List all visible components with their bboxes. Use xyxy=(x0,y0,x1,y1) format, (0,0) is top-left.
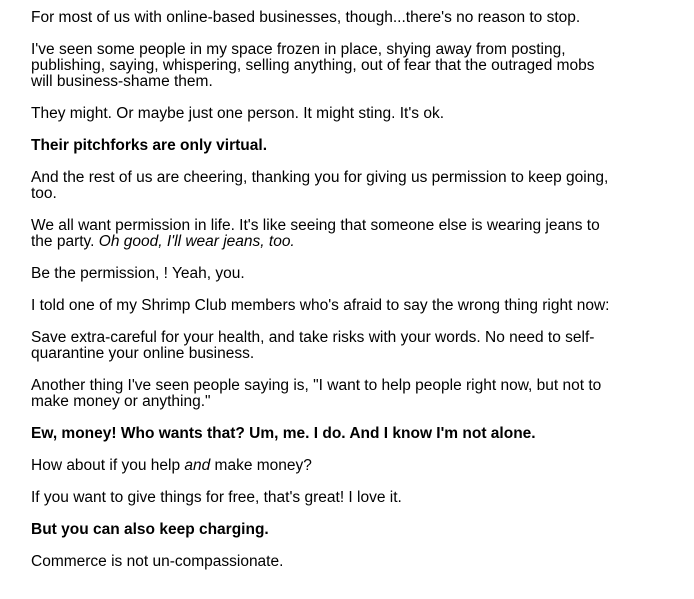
paragraph-cheering: And the rest of us are cheering, thanking you for giving us permission to keep going, too. xyxy=(31,169,609,202)
paragraph-pitchforks: Their pitchforks are only virtual. xyxy=(31,137,268,154)
paragraph-keep-charging: But you can also keep charging. xyxy=(31,521,269,538)
paragraph-commerce: Commerce is not un-compassionate. xyxy=(31,553,284,570)
paragraph-frozen-in-place: I've seen some people in my space frozen in place, shying away from posting, publishing, saying, whispering, selling anything, out of fear that the outraged mobs will business-shame them. xyxy=(31,41,595,90)
paragraph-help-after: make money? xyxy=(210,457,312,474)
paragraph-shrimp-club: I told one of my Shrimp Club members who's afraid to say the wrong thing right now: xyxy=(31,297,610,314)
paragraph-no-reason-to-stop: For most of us with online-based businesses, though...there's no reason to stop. xyxy=(31,9,581,26)
paragraph-extra-careful: Save extra-careful for your health, and take risks with your words. No need to self-quarantine your online business. xyxy=(31,329,595,362)
paragraph-help-italic: and xyxy=(184,457,211,474)
paragraph-give-free: If you want to give things for free, that's great! I love it. xyxy=(31,489,402,506)
paragraph-help-before: How about if you help xyxy=(31,457,185,474)
paragraph-ew-money: Ew, money! Who wants that? Um, me. I do. And I know I'm not alone. xyxy=(31,425,536,442)
paragraph-permission-jeans xyxy=(31,218,611,250)
paragraph-permission-italic: Oh good, I'll wear jeans, too. xyxy=(98,233,295,250)
paragraph-help-people: Another thing I've seen people saying is, "I want to help people right now, but not to make money or anything." xyxy=(31,377,602,410)
email-body xyxy=(31,10,611,586)
paragraph-might-sting: They might. Or maybe just one person. It might sting. It's ok. xyxy=(31,105,445,122)
paragraph-permission-text: We all want permission in life. It's like seeing that someone else is wearing jeans to the party. xyxy=(31,217,600,250)
paragraph-help-and-make-money xyxy=(31,458,611,474)
paragraph-be-the-permission: Be the permission, ! Yeah, you. xyxy=(31,265,245,282)
